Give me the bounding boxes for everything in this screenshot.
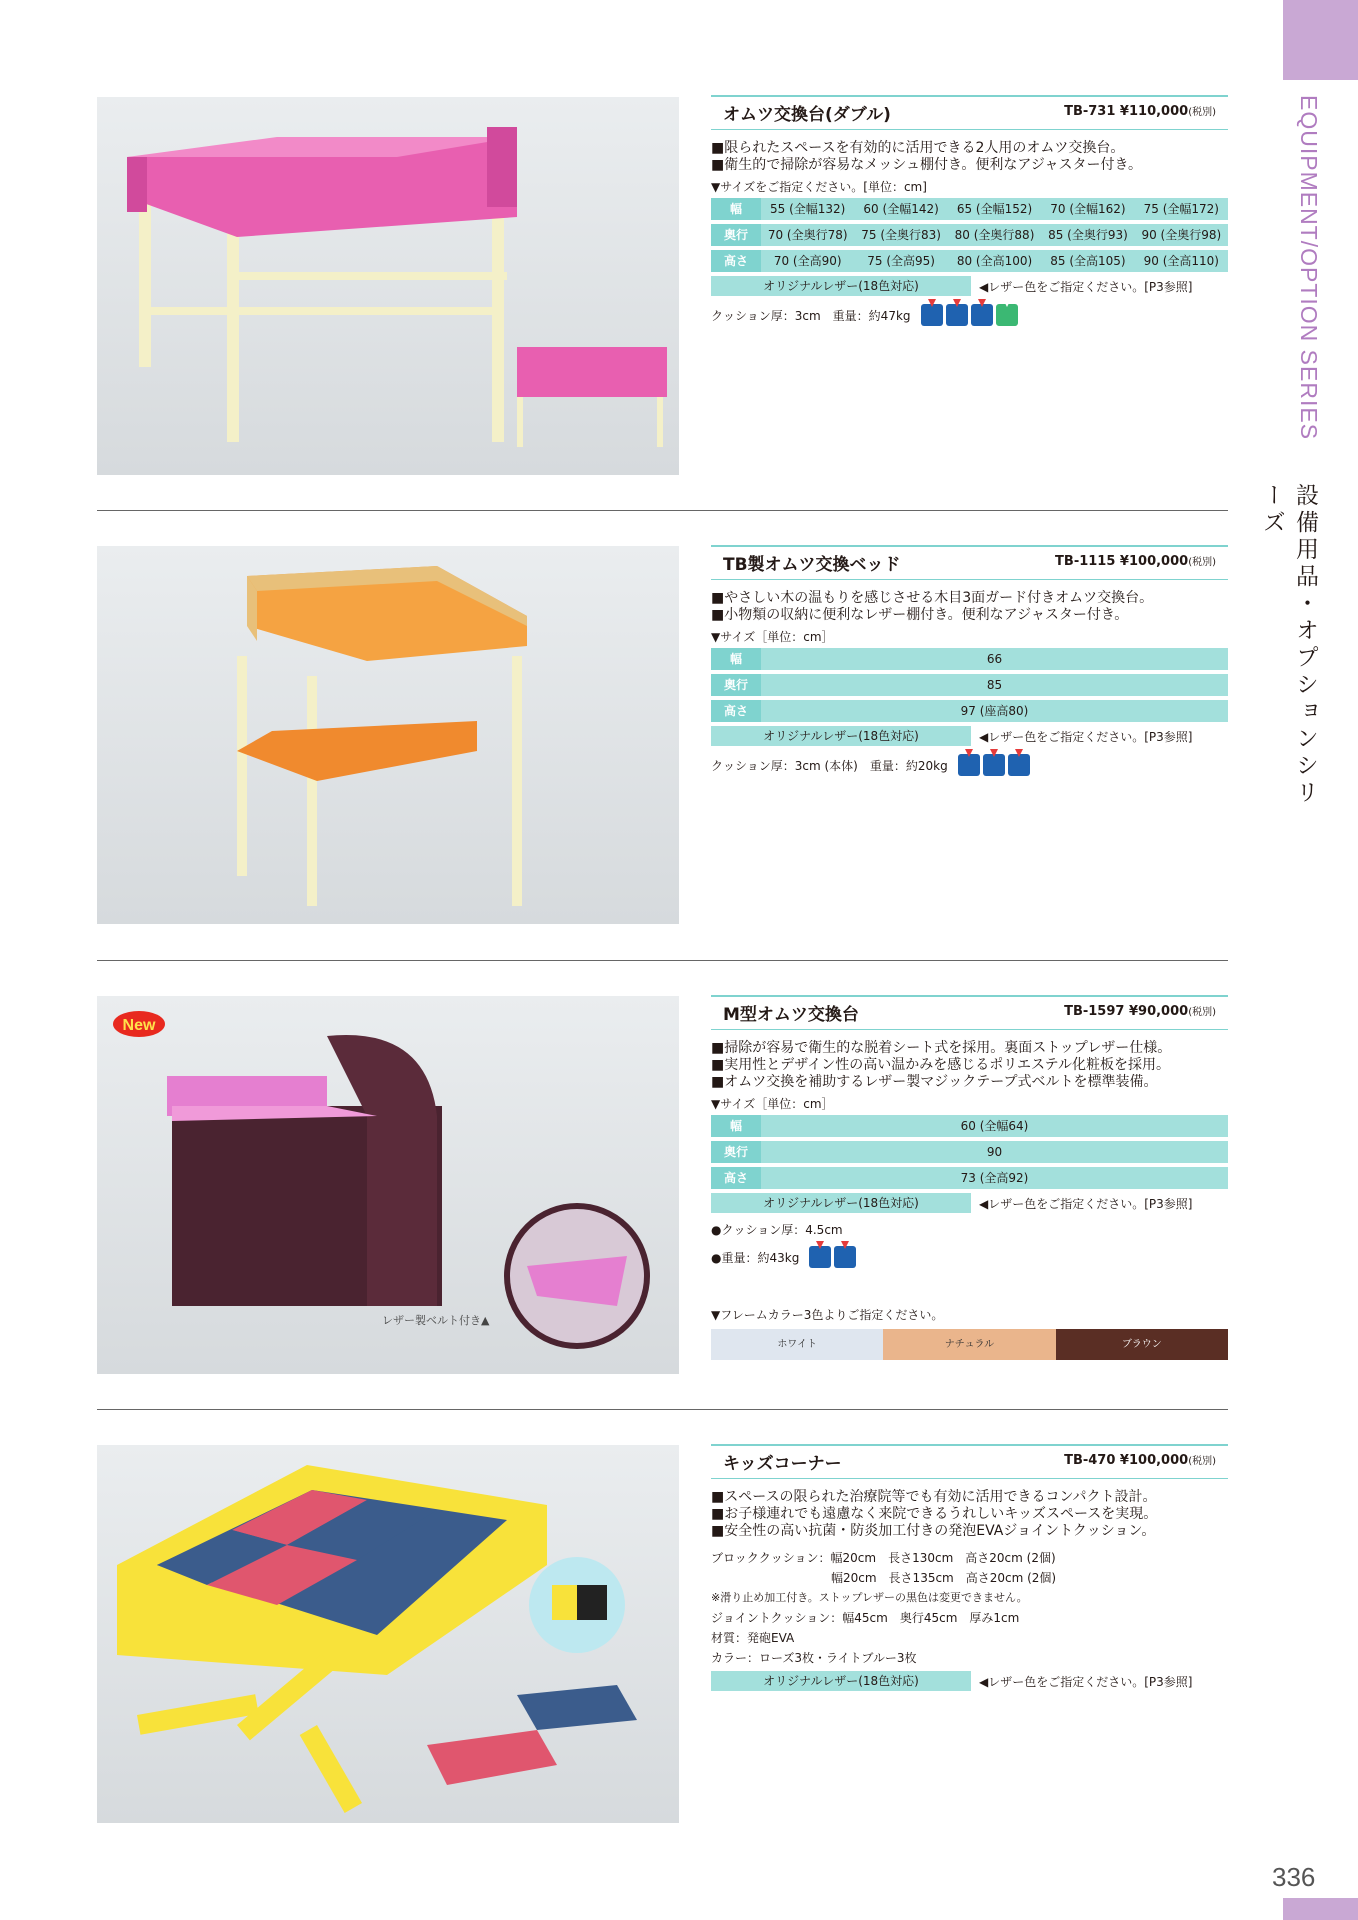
cushion-spec: ●クッション厚：4.5cm (711, 1223, 843, 1237)
product-section-2 (711, 545, 1228, 776)
sidebar-japanese-title: 設備用品・オプションシリーズ (1259, 483, 1318, 807)
size-note: ▼サイズ［単位：cm］ (711, 1097, 834, 1111)
product-description: ■スペースの限られた治療院等でも有効に活用できるコンパクト設計。 ■お子様連れでも遠慮なく来院できるうれしいキッズスペースを実現。 ■安全性の高い抗菌・防炎加工付きの発泡EVAジョイントクッション。 (711, 1489, 1158, 1539)
shipping-box-icon (834, 1246, 856, 1268)
product-section-3 (711, 995, 1228, 1360)
shipping-box-icon (958, 754, 980, 776)
product-section-4 (711, 1444, 1228, 1691)
sidebar-english-title: EQUIPMENT/OPTION SERIES (1296, 95, 1322, 441)
product-title: オムツ交換台(ダブル) (723, 105, 891, 125)
shipping-box-icon (809, 1246, 831, 1268)
frame-swatch-white: ホワイト (711, 1329, 883, 1360)
product-title-row (711, 995, 1228, 1030)
frame-color-note: ▼フレームカラー3色よりご指定ください。 (711, 1308, 944, 1322)
svg-text:New: New (122, 1017, 156, 1034)
shipping-box-icon (946, 304, 968, 326)
leather-option: オリジナルレザー(18色対応) ◀レザー色をご指定ください。[P3参照] (711, 1671, 1228, 1691)
shipping-box-icon (971, 304, 993, 326)
section-divider (97, 510, 1228, 511)
product-title-row (711, 545, 1228, 580)
size-table (711, 648, 1228, 722)
section-divider (97, 1409, 1228, 1410)
product-description: ■掃除が容易で衛生的な脱着シート式を採用。裏面ストップレザー仕様。 ■実用性とデザイン性の高い温かみを感じるポリエステル化粧板を採用。 ■オムツ交換を補助するレザー製マジックテープ式ベルトを標準装備。 (711, 1040, 1172, 1090)
sidebar-accent-bottom (1283, 1898, 1358, 1920)
size-row-depth: 奥行 85 (711, 674, 1228, 696)
product-description: ■やさしい木の温もりを感じさせる木目3面ガード付きオムツ交換台。 ■小物類の収納に便利なレザー棚付き。便利なアジャスター付き。 (711, 590, 1154, 623)
product-code-price: TB-731 ¥110,000(税別) (1064, 104, 1216, 119)
product-title-row (711, 1444, 1228, 1479)
product-spec: クッション厚：3cm (本体) 重量：約20kg (711, 754, 1228, 776)
page-number: 336 (1272, 1862, 1316, 1892)
size-row-height: 高さ 73 (全高92) (711, 1167, 1228, 1189)
frame-swatch-brown: ブラウン (1056, 1329, 1228, 1360)
product-title: キッズコーナー (723, 1454, 842, 1474)
size-note: ▼サイズ［単位：cm］ (711, 630, 834, 644)
product-title: TB製オムツ交換ベッド (723, 555, 901, 575)
product-photo-m-changing-table (97, 996, 679, 1374)
product-code-price: TB-1115 ¥100,000(税別) (1055, 554, 1216, 569)
new-badge (113, 1011, 165, 1037)
size-row-width: 幅 66 (711, 648, 1228, 670)
size-row-width: 幅 55 (全幅132) 60 (全幅142) 65 (全幅152) 70 (全幅162) 75 (全幅172) (711, 198, 1228, 220)
size-row-depth: 奥行 70 (全奥行78) 75 (全奥行83) 80 (全奥行88) 85 (全奥行93) 90 (全奥行98) (711, 224, 1228, 246)
size-row-height: 高さ 97 (座高80) (711, 700, 1228, 722)
shipping-box-icon (983, 754, 1005, 776)
product-code-price: TB-470 ¥100,000(税別) (1064, 1453, 1216, 1468)
size-table (711, 198, 1228, 272)
shipping-box-icon (1008, 754, 1030, 776)
product-photo-wood-changing-bed (97, 546, 679, 924)
leather-option: オリジナルレザー(18色対応) ◀レザー色をご指定ください。[P3参照] (711, 726, 1228, 746)
size-row-height: 高さ 70 (全高90) 75 (全高95) 80 (全高100) 85 (全高105) 90 (全高110) (711, 250, 1228, 272)
product-title: M型オムツ交換台 (723, 1005, 859, 1025)
size-row-width: 幅 60 (全幅64) (711, 1115, 1228, 1137)
product-code-price: TB-1597 ¥90,000(税別) (1064, 1004, 1216, 1019)
frame-color-swatches (711, 1329, 1228, 1360)
photo-caption: レザー製ベルト付き▲ (382, 1314, 490, 1327)
assembly-icon (996, 304, 1018, 326)
product-description: ■限られたスペースを有効的に活用できる2人用のオムツ交換台。 ■衛生的で掃除が容易なメッシュ棚付き。便利なアジャスター付き。 (711, 140, 1142, 173)
leather-option: オリジナルレザー(18色対応) ◀レザー色をご指定ください。[P3参照] (711, 276, 1228, 296)
size-note: ▼サイズをご指定ください。[単位：cm] (711, 180, 927, 194)
section-divider (97, 960, 1228, 961)
leather-option: オリジナルレザー(18色対応) ◀レザー色をご指定ください。[P3参照] (711, 1193, 1228, 1213)
frame-swatch-natural: ナチュラル (883, 1329, 1055, 1360)
product-section-1 (711, 95, 1228, 326)
product-details: ブロッククッション：幅20cm 長さ130cm 高さ20cm (2個) 幅20cm 長さ135cm 高さ20cm (2個) ※滑り止め加工付き。ストップレザーの黒色は変更できません。 ジョイントクッション：幅45cm 奥行45cm 厚み1cm 材質：発砲EVA カラー：ローズ3枚・ライトブルー3枚 (711, 1551, 1057, 1665)
product-title-row (711, 95, 1228, 130)
product-spec: クッション厚：3cm 重量：約47kg (711, 304, 1228, 326)
sidebar-accent-top (1283, 0, 1358, 80)
product-photo-changing-table-double (97, 97, 679, 475)
weight-spec: ●重量：約43kg (711, 1246, 1228, 1268)
size-table (711, 1115, 1228, 1189)
product-photo-kids-corner (97, 1445, 679, 1823)
shipping-box-icon (921, 304, 943, 326)
size-row-depth: 奥行 90 (711, 1141, 1228, 1163)
